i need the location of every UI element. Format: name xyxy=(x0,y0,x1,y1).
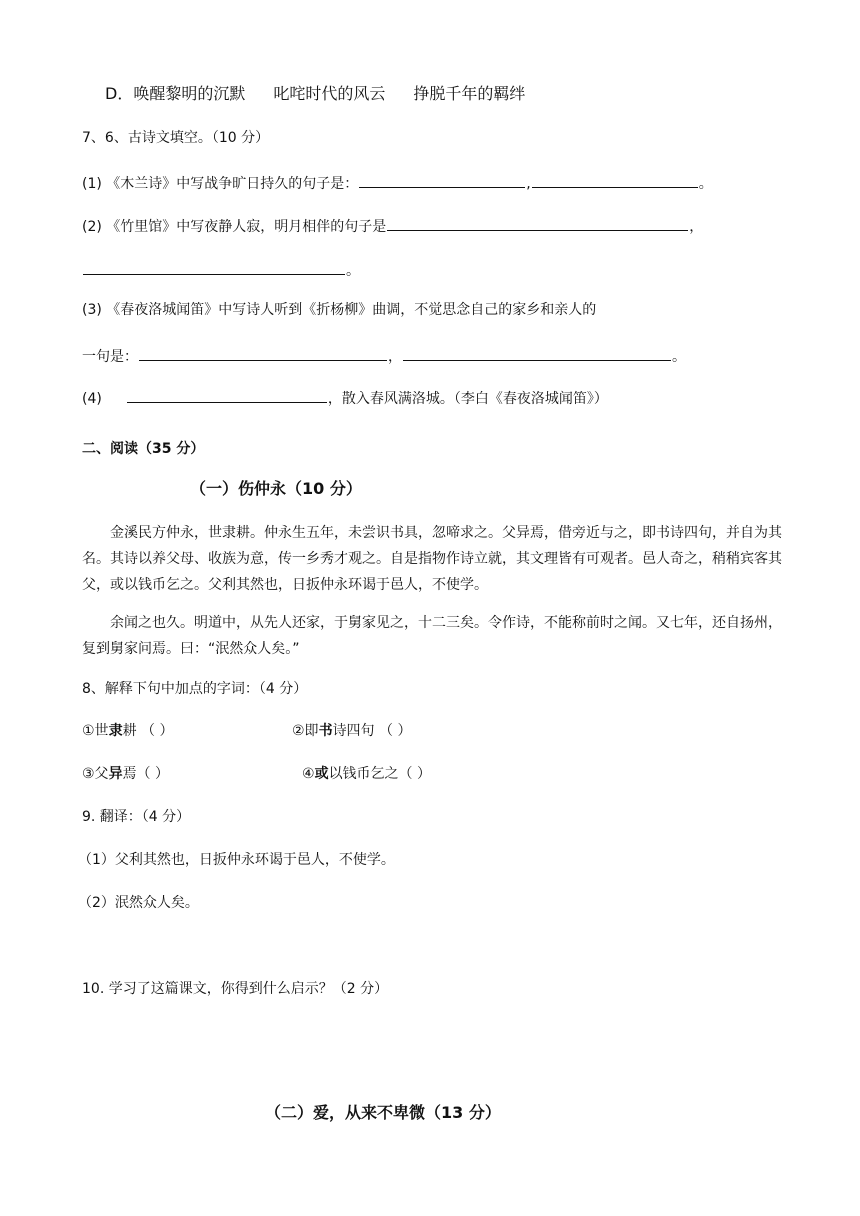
q7-title: 7、6、古诗文填空。（10 分） xyxy=(82,130,270,146)
end-mark: 。 xyxy=(698,176,713,192)
q7-item3-line2-prefix: 一句是： xyxy=(82,349,138,365)
q7-item4-prefix: (4) xyxy=(82,391,102,407)
q8-w3-pre: ③父 xyxy=(82,766,109,782)
q7-item2-line2 xyxy=(82,258,360,281)
q7-item1-prefix: (1) 《木兰诗》中写战争旷日持久的句子是： xyxy=(82,176,359,192)
q9-title: 9. 翻译：（4 分） xyxy=(82,809,191,825)
q10-title: 10. 学习了这篇课文，你得到什么启示？（2 分） xyxy=(82,981,389,997)
q8-w4-pre: ④ xyxy=(302,766,315,782)
passage2-title: （二）爱，从来不卑微（13 分） xyxy=(265,1103,501,1122)
q8-w2-key: 书 xyxy=(318,723,333,739)
answer-blank[interactable] xyxy=(387,214,688,231)
passage1-paragraph2: 余闻之也久。明道中，从先人还家，于舅家见之，十二三矣。令作诗，不能称前时之闻。又七年，还自扬州，复到舅家问焉。曰：“泯然众人矣。” xyxy=(82,615,782,657)
q7-item3: (3) 《春夜洛城闻笛》中写诗人听到《折杨柳》曲调，不觉思念自己的家乡和亲人的 xyxy=(82,302,597,318)
answer-blank[interactable] xyxy=(83,258,345,275)
answer-blank[interactable] xyxy=(139,344,387,361)
separator: ， xyxy=(689,219,704,235)
q8-w2-pre: ②即 xyxy=(292,723,319,739)
q7-item3-line2 xyxy=(82,344,686,367)
answer-blank[interactable] xyxy=(532,171,698,188)
answer-blank[interactable] xyxy=(359,171,525,188)
passage1-title: （一）伤仲永（10 分） xyxy=(190,479,362,498)
option-d-part2: 叱咤时代的风云 xyxy=(273,84,386,103)
q8-w3-key: 异 xyxy=(108,766,123,782)
option-d-part3: 挣脱千年的羁绊 xyxy=(413,84,526,103)
q7-item2-prefix: (2) 《竹里馆》中写夜静人寂，明月相伴的句子是 xyxy=(82,219,387,235)
q7-item2 xyxy=(82,214,703,237)
q8-title: 8、解释下句中加点的字词：（4 分） xyxy=(82,681,308,697)
q9-sentence2: （2）泯然众人矣。 xyxy=(78,895,199,911)
option-d xyxy=(105,84,525,104)
q8-w1-key: 隶 xyxy=(108,723,123,739)
q8-w4-key: 或 xyxy=(314,766,329,782)
q7-item4 xyxy=(82,386,608,409)
end-mark: 。 xyxy=(346,263,360,279)
answer-blank[interactable] xyxy=(403,344,671,361)
q8-w3-post: 焉（ ） xyxy=(122,766,170,782)
option-d-label: D．唤醒黎明的沉默 xyxy=(105,84,246,103)
end-mark: 。 xyxy=(672,349,686,365)
section-title-reading: 二、阅读（35 分） xyxy=(82,441,205,457)
q8-w4-post: 以钱币乞之（ ） xyxy=(328,766,432,782)
separator: , xyxy=(526,176,531,192)
q7-item4-suffix: ，散入春风满洛城。（李白《春夜洛城闻笛》） xyxy=(327,391,608,407)
q7-item1 xyxy=(82,171,713,194)
separator: ， xyxy=(388,349,402,365)
q8-w2-post: 诗四句 （ ） xyxy=(332,723,412,739)
q8-row1 xyxy=(82,721,412,741)
passage1-paragraph1: 金溪民方仲永，世隶耕。仲永生五年，未尝识书具，忽啼求之。父异焉，借旁近与之，即书诗四句，并自为其名。其诗以养父母、收族为意，传一乡秀才观之。自是指物作诗立就，其文理皆有可观者。邑人奇之，稍稍宾客其父，或以钱币乞之。父利其然也，日扳仲永环谒于邑人，不使学。 xyxy=(82,525,782,593)
q8-w1-pre: ①世 xyxy=(82,723,109,739)
answer-blank[interactable] xyxy=(127,386,327,403)
q8-row2 xyxy=(82,764,432,784)
q8-w1-post: 耕 （ ） xyxy=(122,723,174,739)
q9-sentence1: （1）父利其然也，日扳仲永环谒于邑人，不使学。 xyxy=(78,852,395,868)
